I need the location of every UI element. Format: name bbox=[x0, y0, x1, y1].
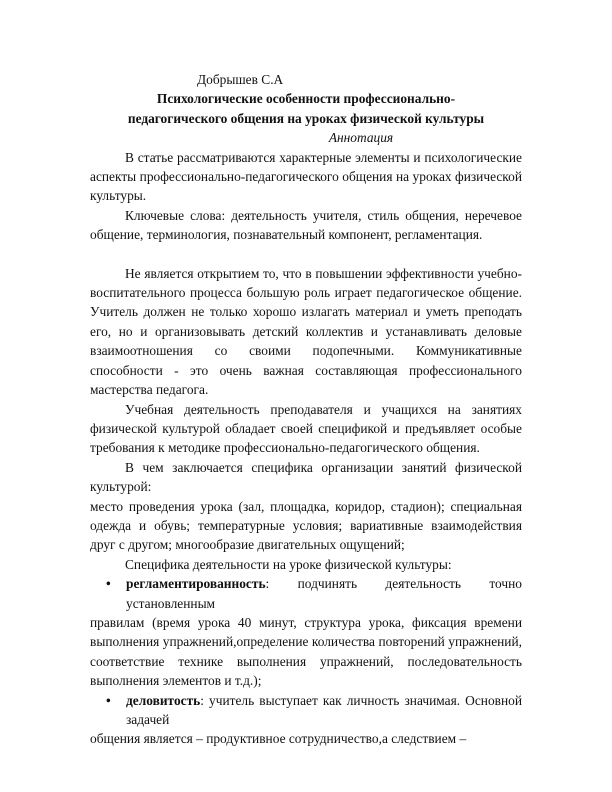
bullet-icon: • bbox=[106, 576, 111, 592]
bullet-icon: • bbox=[106, 692, 111, 708]
term-efficiency: деловитость bbox=[126, 692, 201, 708]
body-paragraph-5: Специфика деятельности на уроке физической культуры: bbox=[125, 556, 452, 572]
author-name: Добрышев С.А bbox=[197, 72, 284, 87]
abstract-paragraph: В статье рассматриваются характерные элементы и психологические аспекты профессионально-педагогического общения на уроках физической культуры. bbox=[90, 149, 522, 204]
spacer bbox=[90, 245, 522, 264]
document-page bbox=[90, 70, 522, 749]
body-paragraph-4: место проведения урока (зал, площадка, коридор, стадион); специальная одежда и обувь; температурные условия; вариативные взаимодействия друг с другом; многообразие двигательных ощущений; bbox=[90, 498, 522, 553]
list-item-efficiency bbox=[90, 691, 522, 730]
body-paragraph-1: Не является открытием то, что в повышении эффективности учебно-воспитательного процесса большую роль играет педагогическое общение. Учитель должен не только хорошо излагать материал и уметь преподать его, но и организовывать детский коллектив и устанавливать деловые взаимоотношения со своими подопечными. Коммуникативные способности - это очень важная составляющая профессионального мастерства педагога. bbox=[90, 265, 522, 398]
title-line-2: педагогического общения на уроках физической культуры bbox=[127, 110, 485, 126]
body-paragraph-2: Учебная деятельность преподавателя и учащихся на занятиях физической культурой обладает своей спецификой и предъявляет особые требования к методике профессионально-педагогического общения. bbox=[90, 401, 522, 456]
body-paragraph-6: правилам (время урока 40 минут, структура урока, фиксация времени выполнения упражнений,определение количества повторений упражнений, соответствие технике выполнения упражнений, последовательность выполнения элементов и т.д.); bbox=[90, 614, 522, 689]
body-paragraph-3: В чем заключается специфика организации занятий физической культурой: bbox=[90, 459, 522, 495]
title-line-1: Психологические особенности профессионально- bbox=[156, 91, 456, 107]
annotation-label: Аннотация bbox=[328, 130, 394, 146]
keywords-paragraph: Ключевые слова: деятельность учителя, стиль общения, неречевое общение, терминология, познавательный компонент, регламентация. bbox=[90, 207, 522, 243]
body-paragraph-7: общения является – продуктивное сотрудничество,а следствием – bbox=[90, 731, 467, 747]
list-item-regulation bbox=[90, 574, 522, 613]
regulation-text: : подчинять деятельность точно установленным bbox=[126, 576, 522, 611]
specifics-list bbox=[90, 574, 522, 613]
specifics-list-2 bbox=[90, 691, 522, 730]
term-regulation: регламентированность bbox=[126, 576, 266, 592]
efficiency-text: : учитель выступает как личность значимая. Основной задачей bbox=[126, 692, 522, 727]
